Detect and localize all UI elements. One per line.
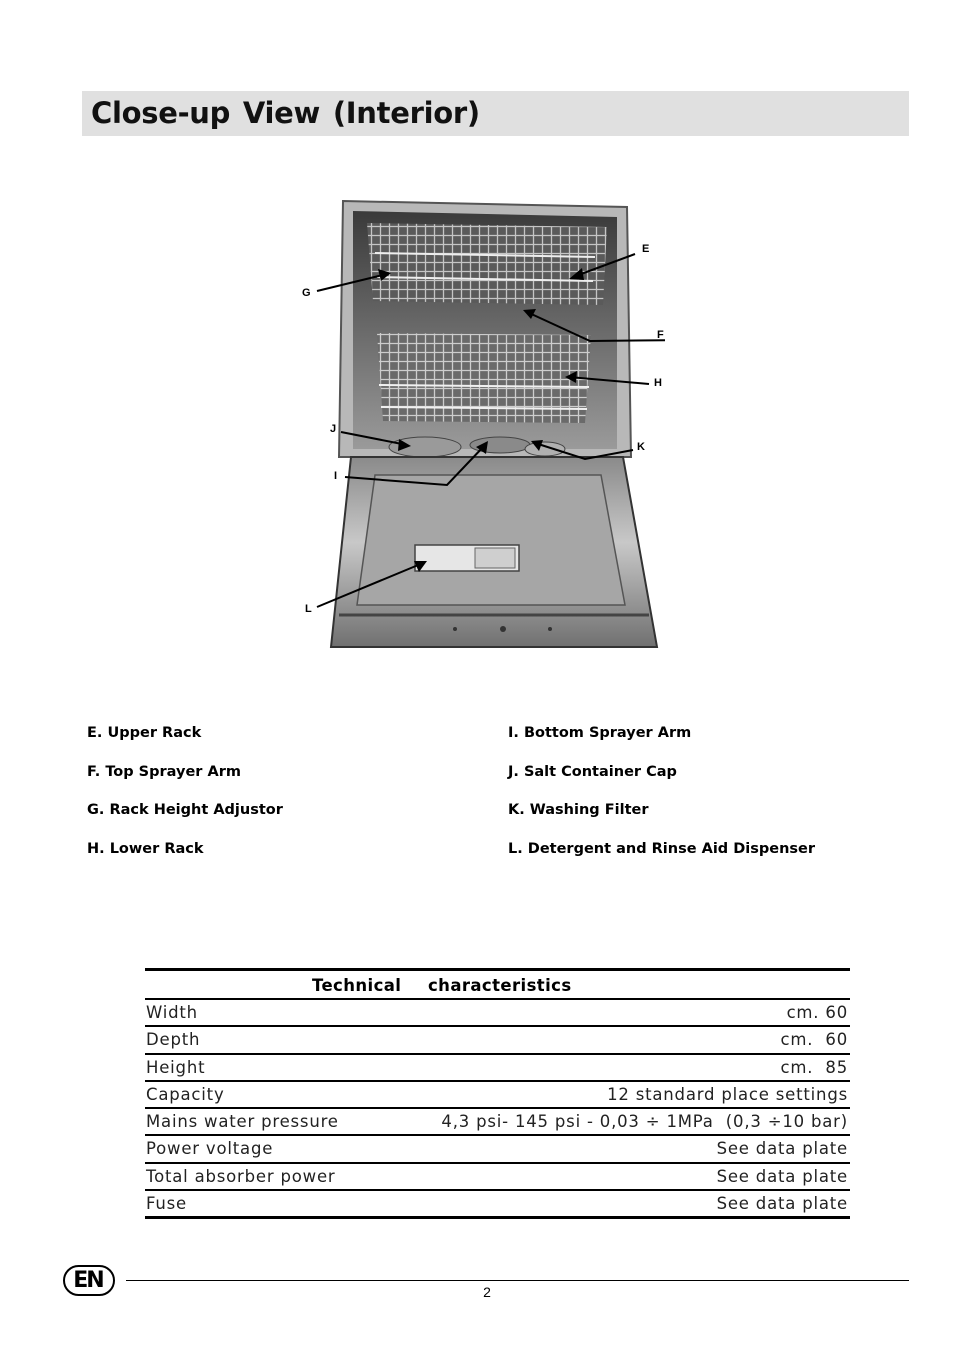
page-title: Close-up View (Interior)	[91, 96, 480, 130]
row-label-capacity: Capacity	[146, 1084, 225, 1104]
callout-e: E	[642, 243, 650, 255]
table-header	[145, 968, 850, 1000]
legend-item-upper-rack: E. Upper Rack	[87, 725, 202, 741]
footer-divider	[126, 1280, 909, 1281]
dishwasher-interior-figure	[295, 195, 665, 650]
language-badge: EN	[63, 1265, 115, 1296]
legend-column-left	[87, 722, 283, 876]
row-value-water-pressure: 4,3 psi- 145 psi - 0,03 ÷ 1MPa (0,3 ÷10 bar)	[441, 1112, 848, 1132]
callout-f: F	[657, 329, 664, 341]
legend-item-bottom-sprayer-arm: I. Bottom Sprayer Arm	[508, 725, 692, 741]
row-label-power-voltage: Power voltage	[146, 1139, 274, 1159]
table-row	[145, 1000, 850, 1027]
legend-column-right	[508, 722, 815, 876]
row-value-absorber-power: See data plate	[716, 1166, 848, 1186]
row-label-depth: Depth	[146, 1030, 201, 1050]
table-row	[145, 1109, 850, 1136]
lower-rack-shape	[377, 333, 591, 423]
table-row	[145, 1082, 850, 1109]
table-row	[145, 1191, 850, 1219]
table-row	[145, 1055, 850, 1082]
legend-item-rack-height-adjustor: G. Rack Height Adjustor	[87, 802, 283, 818]
table-row	[145, 1027, 850, 1054]
legend-item-salt-container-cap: J. Salt Container Cap	[508, 763, 677, 780]
callout-l: L	[305, 603, 312, 615]
dishwasher-illustration	[295, 195, 665, 650]
upper-rack-shape	[367, 223, 607, 305]
table-row	[145, 1136, 850, 1163]
page-number: 2	[483, 1284, 491, 1300]
row-label-fuse: Fuse	[146, 1194, 187, 1214]
callout-h: H	[654, 377, 662, 389]
open-door-shape	[331, 457, 657, 647]
row-value-fuse: See data plate	[716, 1194, 848, 1214]
row-value-capacity: 12 standard place settings	[607, 1084, 848, 1104]
row-label-height: Height	[146, 1057, 206, 1077]
row-label-absorber-power: Total absorber power	[146, 1166, 336, 1186]
row-label-width: Width	[146, 1003, 198, 1022]
row-value-depth: cm. 60	[780, 1030, 848, 1050]
row-value-width: cm. 60	[786, 1003, 848, 1022]
table-row	[145, 1164, 850, 1191]
legend-item-washing-filter: K. Washing Filter	[508, 802, 649, 818]
row-label-water-pressure: Mains water pressure	[146, 1112, 339, 1132]
callout-g: G	[302, 287, 311, 299]
technical-characteristics-table	[145, 968, 850, 1219]
row-value-power-voltage: See data plate	[716, 1139, 848, 1159]
callout-i: I	[334, 470, 338, 482]
legend-item-top-sprayer-arm: F. Top Sprayer Arm	[87, 763, 241, 780]
legend-item-lower-rack: H. Lower Rack	[87, 840, 204, 857]
title-bar	[82, 91, 909, 136]
table-heading-word-1: Technical	[312, 976, 402, 995]
table-heading-word-2: characteristics	[428, 976, 572, 995]
legend-item-detergent-dispenser: L. Detergent and Rinse Aid Dispenser	[508, 840, 816, 857]
row-value-height: cm. 85	[780, 1057, 848, 1077]
callout-k: K	[637, 441, 645, 453]
callout-j: J	[330, 423, 337, 435]
